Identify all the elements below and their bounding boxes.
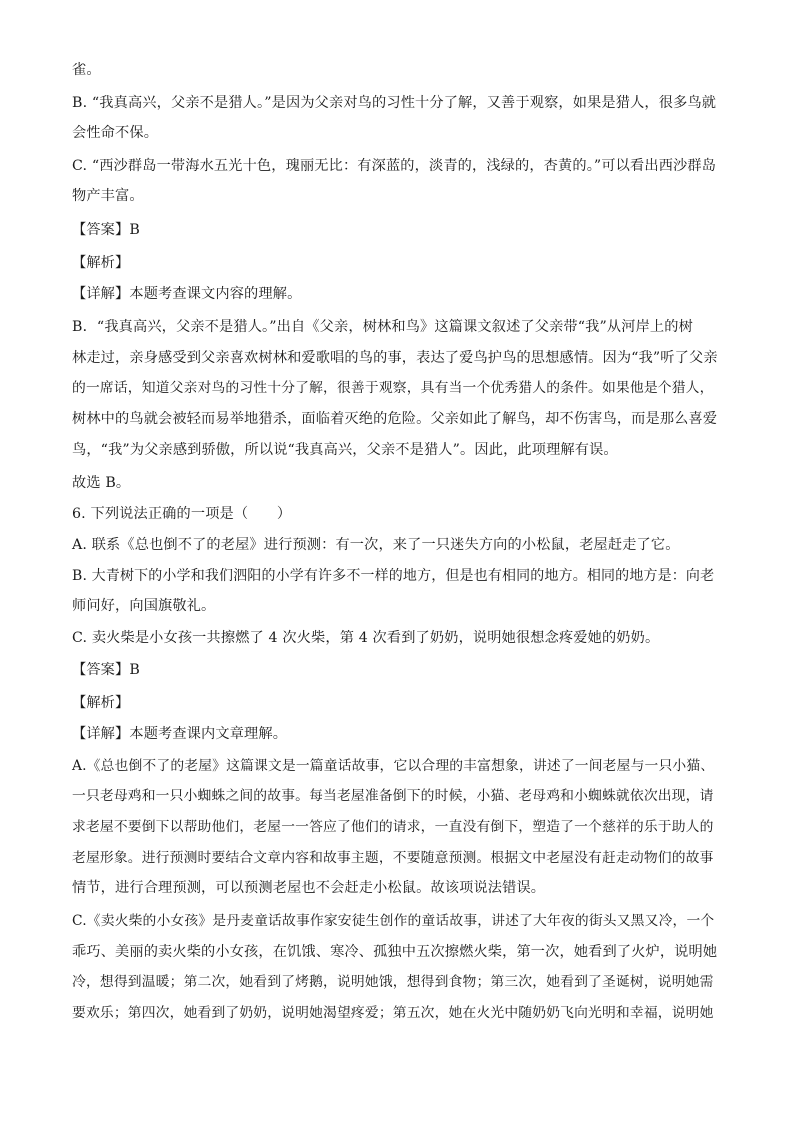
- option-a: A. 联系《总也倒不了的老屋》进行预测：有一次，来了一只迷失方向的小松鼠，老屋赶走了它。: [72, 537, 680, 553]
- explanation-line: 乖巧、美丽的卖火柴的小女孩，在饥饿、寒冷、孤独中五次擦燃火柴，第一次，她看到了火炉，说明她: [72, 944, 718, 960]
- explanation-line: 鸟，“我”为父亲感到骄傲，所以说“我真高兴，父亲不是猎人”。因此，此项理解有误。: [72, 442, 618, 458]
- option-b-line-2: 会性命不保。: [72, 125, 159, 141]
- option-c-line-1: C. “西沙群岛一带海水五光十色，瑰丽无比：有深蓝的，淡青的，浅绿的，杏黄的。”可以看出西沙群岛: [72, 158, 717, 174]
- analysis-label: 【解析】: [72, 255, 130, 271]
- analysis-label: 【解析】: [72, 695, 130, 711]
- answer-label: 【答案】B: [72, 662, 140, 678]
- explanation-line: 一只老母鸡和一只小蜘蛛之间的故事。每当老屋准备倒下的时候，小猫、老母鸡和小蜘蛛就依次出现，请: [72, 788, 714, 804]
- detail-label: 【详解】本题考查课内文章理解。: [72, 726, 288, 742]
- explanation-line: 林走过，亲身感受到父亲喜欢树林和爱歌唱的鸟的事，表达了爱鸟护鸟的思想感情。因为“我”听了父亲: [72, 350, 718, 366]
- option-b-line-2: 师问好，向国旗敬礼。: [72, 598, 216, 614]
- option-c: C. 卖火柴是小女孩一共擦燃了 4 次火柴，第 4 次看到了奶奶，说明她很想念疼爱她的奶奶。: [72, 630, 660, 646]
- choice-result: 故选 B。: [72, 475, 131, 491]
- explanation-line: 树林中的鸟就会被轻而易举地猎杀，面临着灭绝的危险。父亲如此了解鸟，却不伤害鸟，而是那么喜爱: [72, 411, 718, 427]
- explanation-line: 要欢乐；第四次，她看到了奶奶，说明她渴望疼爱；第五次，她在火光中随奶奶飞向光明和幸福，说明她: [72, 1005, 714, 1021]
- question-6-stem: 6. 下列说法正确的一项是（ ）: [72, 506, 292, 522]
- explanation-line: 情节，进行合理预测，可以预测老屋也不会赶走小松鼠。故该项说法错误。: [72, 880, 546, 896]
- option-b-line-1: B. “我真高兴，父亲不是猎人。”是因为父亲对鸟的习性十分了解，又善于观察，如果是猎人，很多鸟就: [72, 95, 717, 111]
- explanation-line: 求老屋不要倒下以帮助他们，老屋一一答应了他们的请求，一直没有倒下，塑造了一个慈祥的乐于助人的: [72, 819, 714, 835]
- answer-label: 【答案】B: [72, 222, 140, 238]
- explanation-line: B．“我真高兴，父亲不是猎人。”出自《父亲，树林和鸟》这篇课文叙述了父亲带“我”从河岸上的树: [72, 319, 693, 335]
- explanation-line: C.《卖火柴的小女孩》是丹麦童话故事作家安徒生创作的童话故事，讲述了大年夜的街头又黑又冷，一个: [72, 913, 715, 929]
- option-b-line-1: B. 大青树下的小学和我们泗阳的小学有许多不一样的地方，但是也有相同的地方。相同的地方是：向老: [72, 568, 715, 584]
- explanation-line: 的一席话，知道父亲对鸟的习性十分了解，很善于观察，具有当一个优秀猎人的条件。如果他是个猎人，: [72, 380, 714, 396]
- option-c-line-2: 物产丰富。: [72, 188, 144, 204]
- text-line: 雀。: [72, 62, 101, 78]
- explanation-line: 冷，想得到温暖；第二次，她看到了烤鹅，说明她饿，想得到食物；第三次，她看到了圣诞树，说明她需: [72, 974, 714, 990]
- explanation-line: 老屋形象。进行预测时要结合文章内容和故事主题，不要随意预测。根据文中老屋没有赶走动物们的故事: [72, 850, 714, 866]
- detail-label: 【详解】本题考查课文内容的理解。: [72, 286, 302, 302]
- explanation-line: A.《总也倒不了的老屋》这篇课文是一篇童话故事，它以合理的丰富想象，讲述了一间老屋与一只小猫、: [72, 758, 715, 774]
